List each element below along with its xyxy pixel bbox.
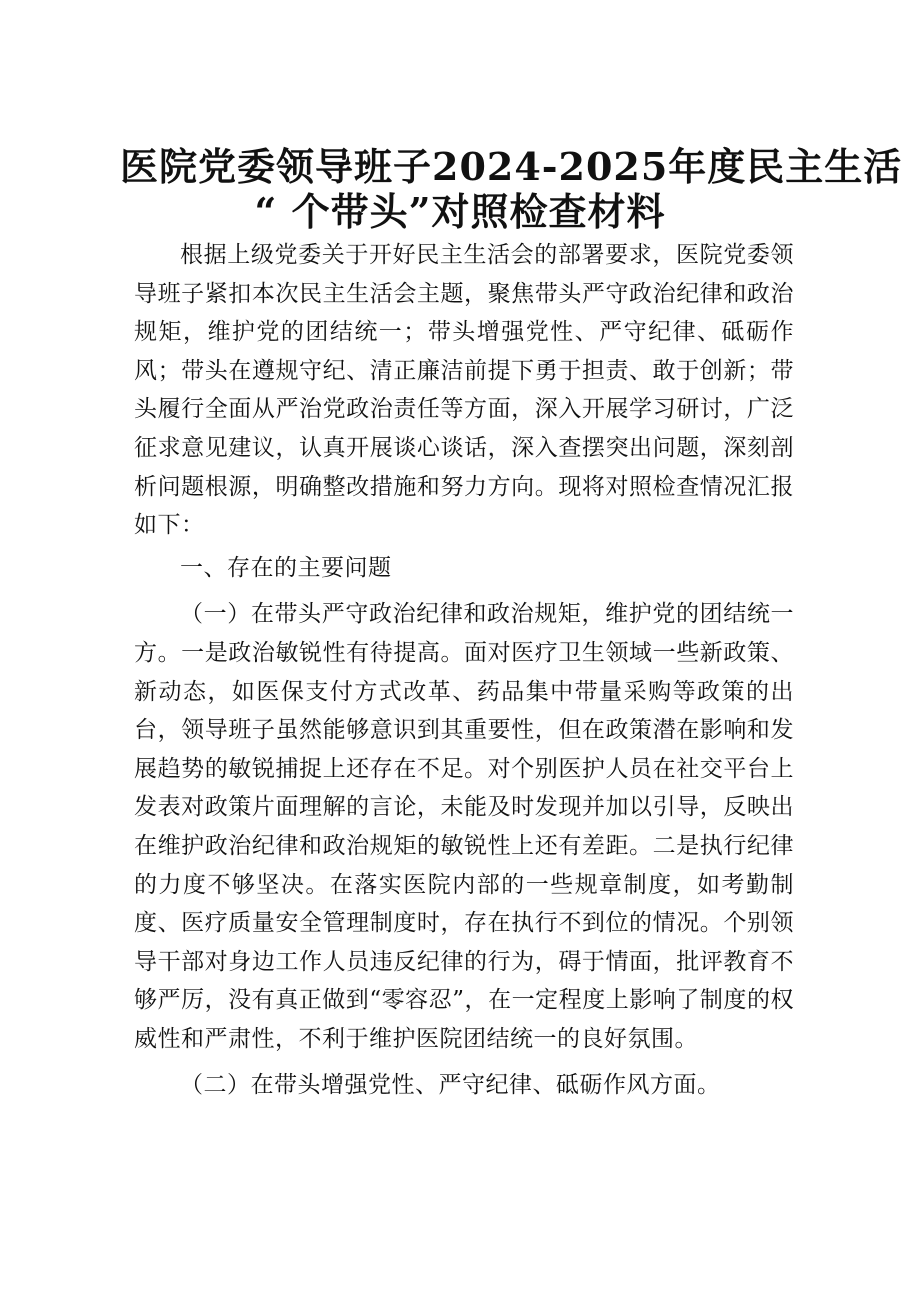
subsection-paragraph-1: （一）在带头严守政治纪律和政治规矩，维护党的团结统一方。一是政治敏锐性有待提高。面对医疗卫生领域一些新政策、新动态，如医保支付方式改革、药品集中带量采购等政策的出台，领导班子虽然能够意识到其重要性，但在政策潜在影响和发展趋势的敏锐捕捉上还存在不足。对个别医护人员在社交平台上发表对政策片面理解的言论，未能及时发现并加以引导，反映出在维护政治纪律和政治规矩的敏锐性上还有差距。二是执行纪律的力度不够坚决。在落实医院内部的一些规章制度，如考勤制度、医疗质量安全管理制度时，存在执行不到位的情况。个别领导干部对身边工作人员违反纪律的行为，碍于情面，批评教育不够严厉，没有真正做到“零容忍”，在一定程度上影响了制度的权威性和严肃性，不利于维护医院团结统一的良好氛围。 [134,601,794,1052]
document-body [134,236,794,1105]
document-title-line-2: “ 个带头”对照检查材料 [254,189,666,234]
document-title-line-1: 医院党委领导班子2024-2025年度民主生活 [120,144,903,189]
intro-paragraph: 根据上级党委关于开好民主生活会的部署要求，医院党委领导班子紧扣本次民主生活会主题，聚焦带头严守政治纪律和政治规矩，维护党的团结统一；带头增强党性、严守纪律、砥砺作风；带头在遵规守纪、清正廉洁前提下勇于担责、敢于创新；带头履行全面从严治党政治责任等方面，深入开展学习研讨，广泛征求意见建议，认真开展谈心谈话，深入查摆突出问题，深刻剖析问题根源，明确整改措施和努力方向。现将对照检查情况汇报如下： [134,242,794,539]
section-heading-1: 一、存在的主要问题 [180,554,392,581]
subsection-heading-2: （二）在带头增强党性、严守纪律、砥砺作风方面。 [180,1072,721,1099]
